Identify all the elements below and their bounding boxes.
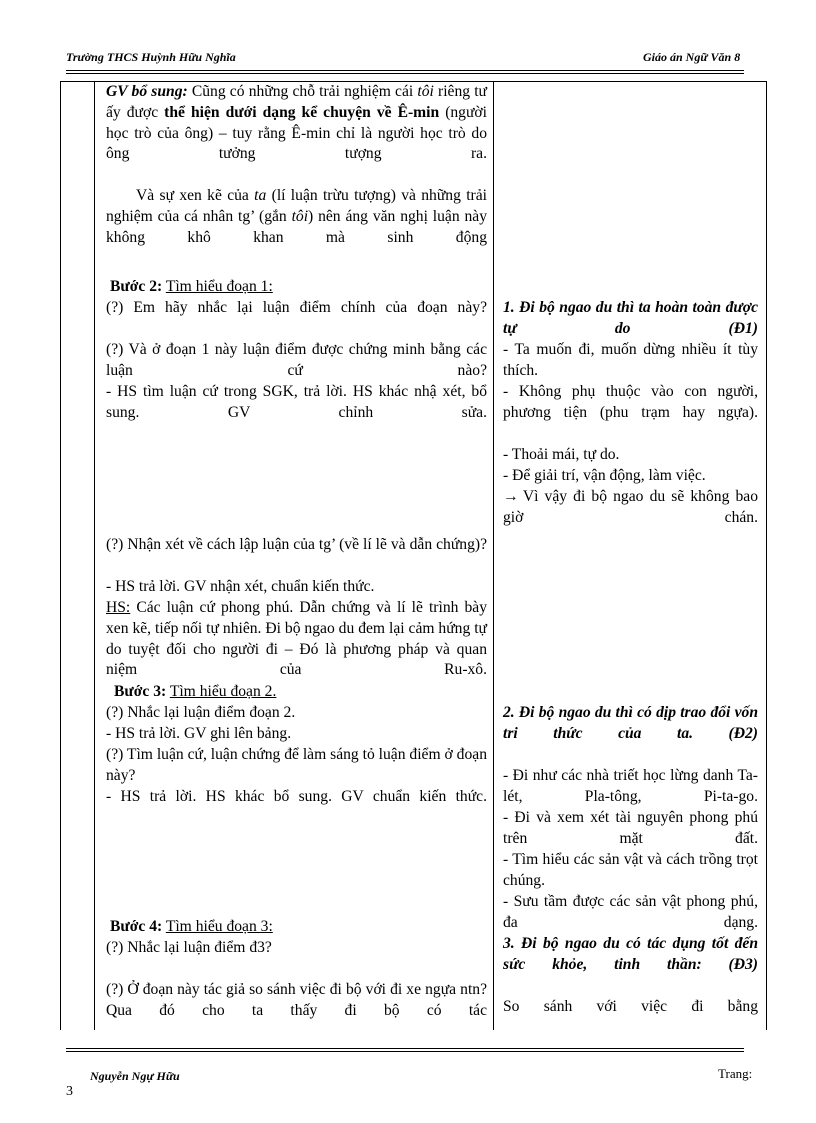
footer-rule [66,1048,744,1052]
step-4-question-1: (?) Nhắc lại luận điểm đ3? [106,939,272,956]
text-run: Vì vậy đi bộ ngao du sẽ không bao giờ chán. [503,488,758,526]
section-1-item-4: - Để giải trí, vận động, làm việc. [503,467,706,484]
step-4-heading [110,917,491,938]
header-subject: Giáo án Ngữ Văn 8 [643,50,741,64]
step-2-question-3: (?) Nhận xét về cách lập luận của tg’ (về lí lẽ và dẫn chứng)? [106,536,487,553]
header-school: Trường THCS Huỳnh Hữu Nghĩa [66,50,236,64]
section-2-item-2: - Đi và xem xét tài nguyên phong phú trên mặt đất. [503,809,758,847]
text-run: tôi [417,83,434,100]
text-run: Bước 4: [110,918,163,935]
step-2-heading [110,277,491,298]
text-run: Tìm hiểu đoạn 2. [169,683,277,700]
hs-answer-paragraph [106,598,487,681]
text-run: Tìm hiểu đoạn 1: [165,278,273,295]
text-run: Các luận cứ phong phú. Dẫn chứng và lí lẽ trình bày xen kẽ, tiếp nối tự nhiên. Đi bộ ngao du đem lại cảm hứng tự do tuyệt đối cho người đi – Đó là phương pháp và quan niệm của Ru-xô. [106,599,487,679]
right-arrow-icon: → [503,488,519,505]
step-2-answer-2: - HS trả lời. GV nhận xét, chuẩn kiến thức. [106,578,375,595]
step-2-question-2: (?) Và ở đoạn 1 này luận điểm được chứng minh bằng các luận cứ nào? [106,341,487,379]
column-divider-left [94,82,95,1030]
step-2-answer-1: - HS tìm luận cứ trong SGK, trả lời. HS khác nhậ xét, bổ sung. GV chỉnh sửa. [106,383,487,421]
text-run: riêng tư ấy được [106,83,487,121]
text-run: Và sự xen kẽ của [136,187,255,204]
section-1-item-1: - Ta muốn đi, muốn dừng nhiều ít tùy thích. [503,341,758,379]
step-3-question-2: (?) Tìm luận cứ, luận chứng để làm sáng tỏ luận điểm ở đoạn này? [106,746,487,784]
section-3-heading: 3. Đi bộ ngao du có tác dụng tốt đến sức khỏe, tinh thần: (Đ3) [503,935,758,973]
column-divider-right [493,82,494,1030]
section-1-heading: 1. Đi bộ ngao du thì ta hoàn toàn được tự do (Đ1) [503,299,758,337]
header-rule [66,70,744,74]
section-1-item-2: - Không phụ thuộc vào con người, phương tiện (phu trạm hay ngựa). [503,383,758,421]
step-3-answer-1: - HS trả lời. GV ghi lên bảng. [106,725,292,742]
section-2-item-1: - Đi như các nhà triết học lừng danh Ta-lét, Pla-tông, Pi-ta-go. [503,767,758,805]
text-run: (lí luận trừu tượng) và những trải nghiệm của cá nhân tg’ (gắn [106,187,487,225]
text-run: ta [254,187,267,204]
section-2-heading: 2. Đi bộ ngao du thì có dịp trao đổi vốn tri thức của ta. (Đ2) [503,704,758,742]
step-3-heading [114,682,495,703]
gv-supplement-label: GV bổ sung: [106,83,188,100]
text-run: Cũng có những chỗ trải nghiệm cái [187,83,418,100]
section-1-conclusion [503,487,758,529]
page-number: 3 [66,1084,73,1099]
interleave-paragraph [106,186,487,248]
text-run: Tìm hiểu đoạn 3: [165,918,273,935]
footer-page-label: Trang: [718,1066,753,1081]
text-run: thể hiện dưới dạng kể chuyện về Ê-min [164,103,440,121]
section-2-item-4: - Sưu tầm được các sản vật phong phú, đa dạng. [503,893,758,931]
text-run: HS: [106,599,131,616]
footer-author: Nguyễn Ngự Hữu [90,1069,180,1083]
text-run: Bước 2: [110,278,163,295]
text-run: ) nên áng văn nghị luận này không khô khan mà sinh động [106,207,487,246]
section-3-item-1: So sánh với việc đi bằng [503,998,758,1015]
text-run: tôi [291,207,309,225]
step-3-question-1: (?) Nhắc lại luận điểm đoạn 2. [106,704,296,721]
section-1-item-3: - Thoải mái, tự do. [503,446,620,463]
step-4-question-2: (?) Ở đoạn này tác giả so sánh việc đi bộ với đi xe ngựa ntn? Qua đó cho ta thấy đi bộ có tác [106,981,487,1019]
section-2-item-3: - Tìm hiểu các sản vật và cách trồng trọt chúng. [503,851,758,889]
text-run: (người học trò của ông) – tuy rằng Ê-min chỉ là người học trò do ông tưởng tượng ra. [106,103,488,163]
gv-supplement-paragraph [106,82,487,165]
text-run: Bước 3: [114,683,167,700]
step-2-question-1: (?) Em hãy nhắc lại luận điểm chính của đoạn này? [106,299,487,316]
step-3-answer-2: - HS trả lời. HS khác bổ sung. GV chuẩn kiến thức. [106,788,487,805]
